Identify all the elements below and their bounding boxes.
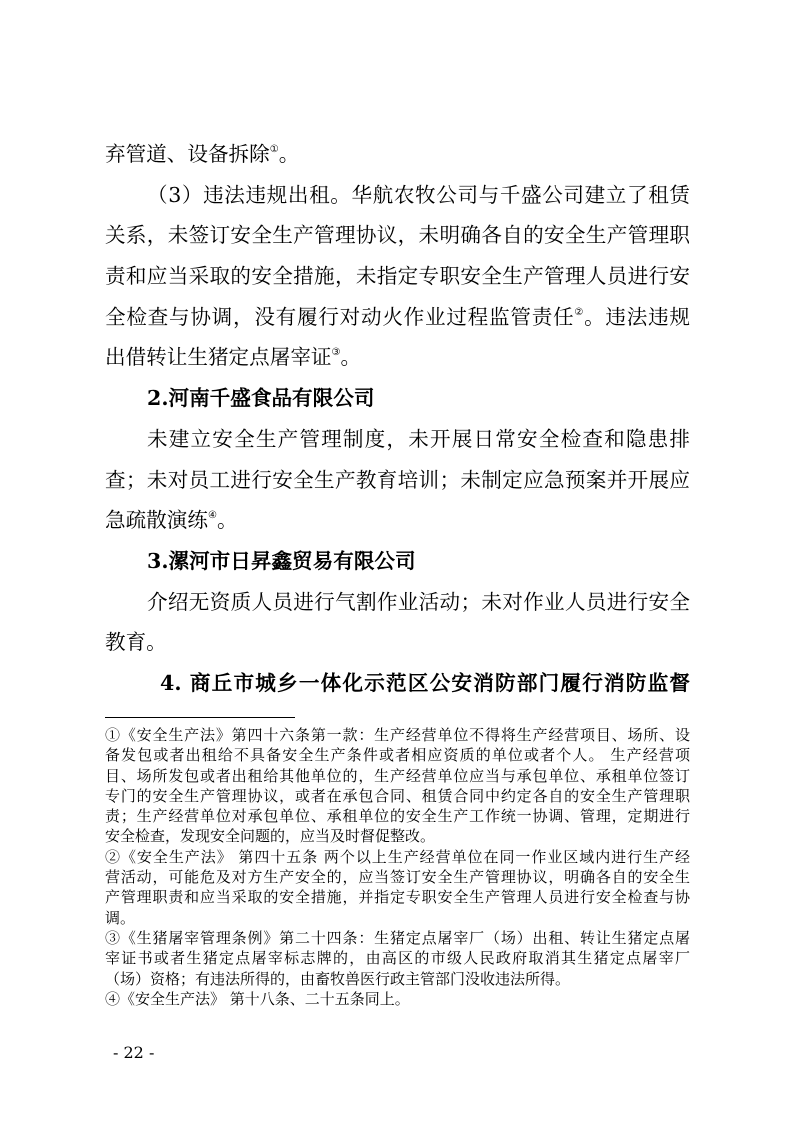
footnote-line: ④《安全生产法》 第十八条、二十五条同上。 <box>105 989 410 1008</box>
section-heading-3 <box>105 541 690 582</box>
footnote-separator <box>105 717 295 718</box>
body-line <box>105 419 690 460</box>
footnote-3 <box>105 928 690 989</box>
footnote-4 <box>105 989 690 1009</box>
footnote-line: 营活动，可能危及对方生产安全的，应当签订安全生产管理协议，明确各自的安全生 <box>105 868 690 887</box>
line-text: 未建立安全生产管理制度，未开展日常安全检查和隐患排 <box>147 426 690 451</box>
footnote-line: 目、场所发包或者出租给其他单位的，生产经营单位应当与承包单位、承租单位签订 <box>105 766 690 785</box>
footnote-line: 调。 <box>105 908 136 927</box>
body-line <box>105 622 690 663</box>
body-line <box>105 175 690 216</box>
page-number: - 22 - <box>113 1043 155 1062</box>
body-line <box>105 134 690 175</box>
footnote-ref-2: ② <box>574 306 585 318</box>
footnote-line: 专门的安全生产管理协议，或者在承包合同、租赁合同中约定各自的安全生产管理职 <box>105 786 690 805</box>
footnotes <box>105 725 690 1009</box>
paragraph-section-2 <box>105 419 690 541</box>
section-heading-4 <box>105 663 690 704</box>
line-text: 。 <box>278 142 300 166</box>
footnote-line: 宰证书或者生猪定点屠宰标志牌的，由高区的市级人民政府取消其生猪定点屠宰厂 <box>105 949 690 968</box>
heading-text: 4. 商丘市城乡一体化示范区公安消防部门履行消防监督 <box>160 670 690 695</box>
line-text: 责和应当采取的安全措施，未指定专职安全生产管理人员进行安 <box>105 264 690 289</box>
heading-text: 2.河南千盛食品有限公司 <box>147 386 375 411</box>
paragraph-continuation <box>105 134 690 175</box>
line-text: 。 <box>216 508 238 533</box>
footnote-line: （场）资格；有违法所得的，由畜牧兽医行政主管部门没收违法所得。 <box>105 969 571 988</box>
line-text: 。 <box>340 345 362 370</box>
footnote-1 <box>105 725 690 847</box>
footnote-ref-1: ① <box>269 144 279 155</box>
line-text: 。违法违规 <box>584 304 691 329</box>
footnote-line: 备发包或者出租给不具备安全生产条件或者相应资质的单位或者个人。 生产经营项 <box>105 746 690 765</box>
body-line <box>105 582 690 623</box>
line-text: 关系，未签订安全生产管理协议，未明确各自的安全生产管理职 <box>105 223 690 248</box>
body-text <box>105 134 690 704</box>
body-line <box>105 337 690 378</box>
line-text: 急疏散演练 <box>105 508 208 533</box>
paragraph-section-3 <box>105 582 690 663</box>
footnote-2 <box>105 847 690 928</box>
footnote-line: ③《生猪屠宰管理条例》第二十四条：生猪定点屠宰厂（场）出租、转让生猪定点屠 <box>105 928 690 947</box>
footnote-ref-3: ③ <box>331 347 341 359</box>
heading-text: 3.漯河市日昇鑫贸易有限公司 <box>147 548 416 573</box>
line-text: 查；未对员工进行安全生产教育培训；未制定应急预案并开展应 <box>105 467 690 492</box>
line-text: 介绍无资质人员进行气割作业活动；未对作业人员进行安全 <box>147 589 690 614</box>
footnote-ref-4: ④ <box>207 510 217 522</box>
footnote-line: ①《安全生产法》第四十六条第一款：生产经营单位不得将生产经营项目、场所、设 <box>105 726 690 744</box>
line-text: （3）违法违规出租。华航农牧公司与千盛公司建立了租赁 <box>147 182 690 207</box>
footnote-line: 产管理职责和应当采取的安全措施，并指定专职安全生产管理人员进行安全检查与协 <box>105 888 690 907</box>
body-line <box>105 256 690 297</box>
line-text: 教育。 <box>105 630 167 655</box>
line-text: 出借转让生猪定点屠宰证 <box>105 345 332 370</box>
section-heading-2 <box>105 378 690 419</box>
body-line <box>105 215 690 256</box>
line-text: 全检查与协调，没有履行对动火作业过程监管责任 <box>105 304 575 329</box>
footnote-line: ②《安全生产法》 第四十五条 两个以上生产经营单位在同一作业区域内进行生产经 <box>105 847 690 866</box>
body-line <box>105 297 690 338</box>
body-line <box>105 460 690 501</box>
footnote-line: 安全检查，发现安全问题的，应当及时督促整改。 <box>105 827 436 846</box>
footnote-line: 责；生产经营单位对承包单位、承租单位的安全生产工作统一协调、管理，定期进行 <box>105 807 690 826</box>
paragraph-item-3 <box>105 175 690 378</box>
line-text: 弃管道、设备拆除 <box>105 142 270 166</box>
body-line <box>105 500 690 541</box>
